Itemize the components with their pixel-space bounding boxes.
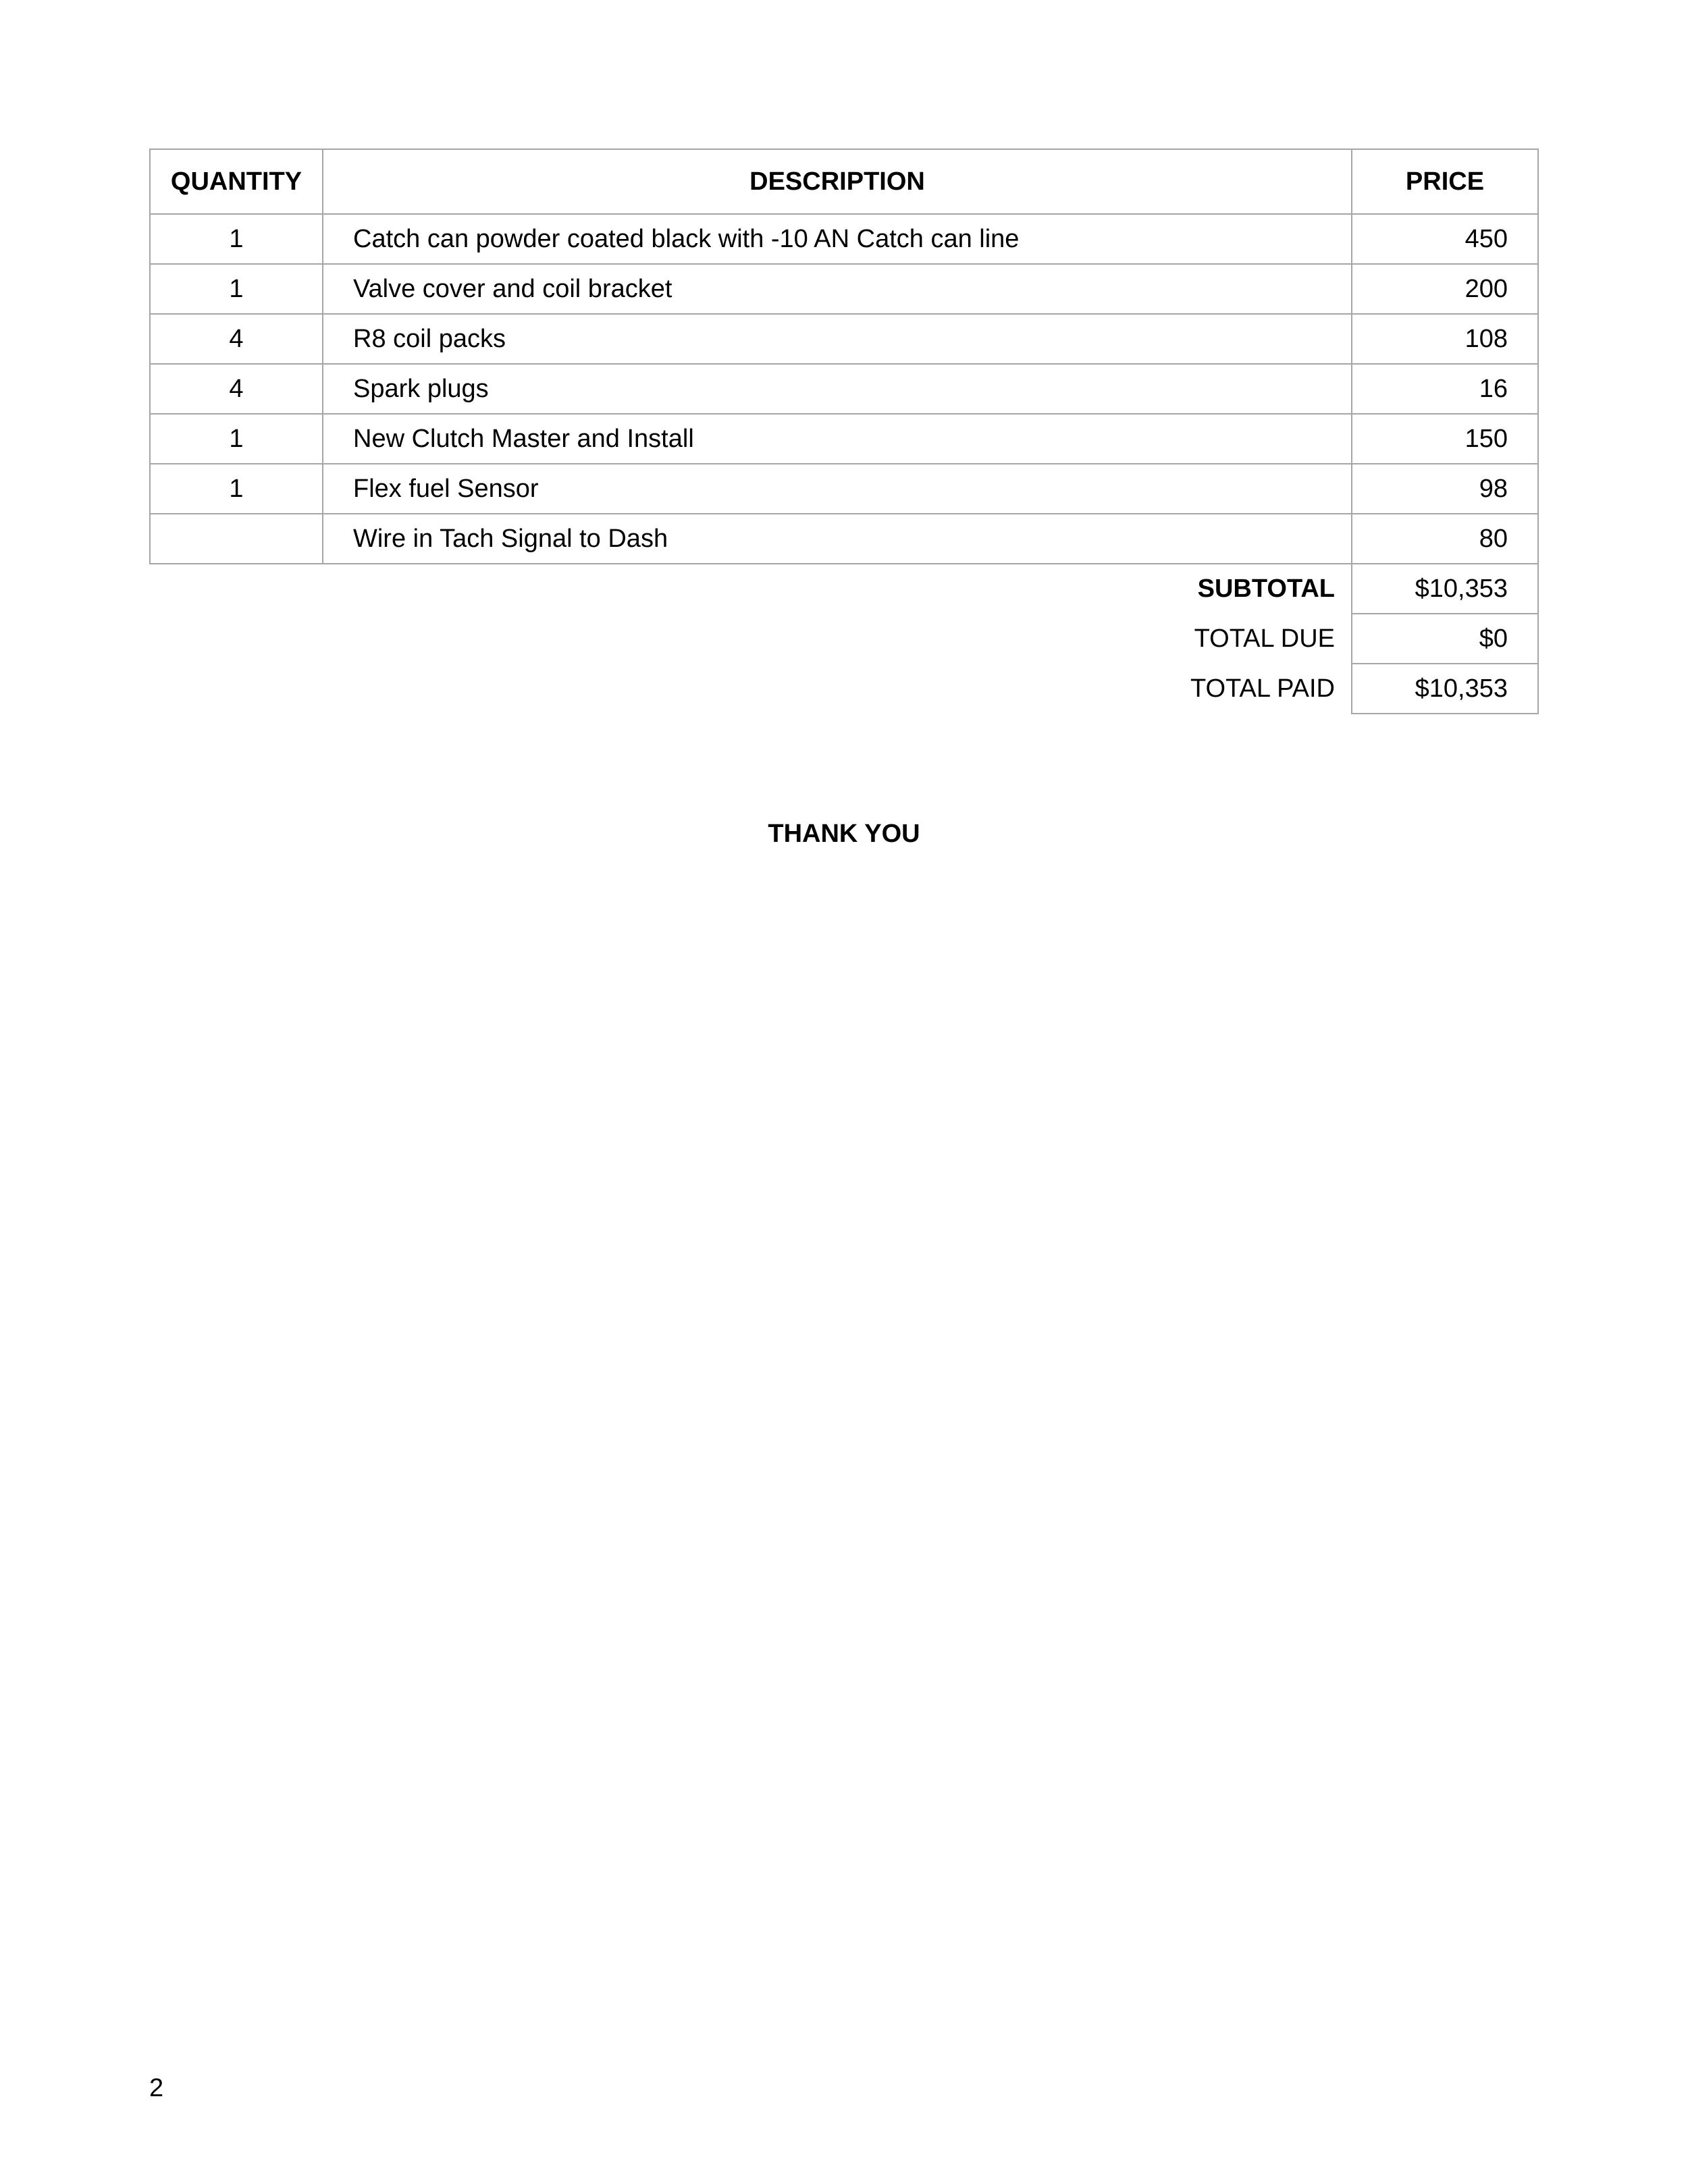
table-row <box>150 414 1538 464</box>
row-quantity: 1 <box>150 414 323 464</box>
header-price: PRICE <box>1352 149 1538 214</box>
row-description: Valve cover and coil bracket <box>323 264 1352 314</box>
table-row <box>150 364 1538 414</box>
row-description: Wire in Tach Signal to Dash <box>323 514 1352 564</box>
row-quantity: 4 <box>150 314 323 364</box>
table-row <box>150 514 1538 564</box>
row-price: 150 <box>1352 414 1538 464</box>
total-paid-value: $10,353 <box>1352 664 1538 714</box>
row-description: Catch can powder coated black with -10 AN Catch can line <box>323 214 1352 264</box>
row-price: 98 <box>1352 464 1538 514</box>
total-paid-row <box>150 664 1538 714</box>
total-paid-label: TOTAL PAID <box>1190 674 1335 703</box>
row-description: Flex fuel Sensor <box>323 464 1352 514</box>
subtotal-value: $10,353 <box>1352 564 1538 614</box>
table-row <box>150 464 1538 514</box>
total-due-label: TOTAL DUE <box>1194 624 1335 653</box>
header-description: DESCRIPTION <box>323 149 1352 214</box>
row-price: 200 <box>1352 264 1538 314</box>
row-quantity: 1 <box>150 464 323 514</box>
row-quantity: 1 <box>150 214 323 264</box>
row-quantity: 1 <box>150 264 323 314</box>
subtotal-label: SUBTOTAL <box>1197 575 1335 603</box>
thank-you-text: THANK YOU <box>768 820 920 848</box>
row-quantity: 4 <box>150 364 323 414</box>
row-description: New Clutch Master and Install <box>323 414 1352 464</box>
row-description: Spark plugs <box>323 364 1352 414</box>
table-row <box>150 264 1538 314</box>
row-price: 80 <box>1352 514 1538 564</box>
subtotal-row <box>150 564 1538 614</box>
row-price: 108 <box>1352 314 1538 364</box>
invoice-table <box>149 149 1539 714</box>
header-quantity: QUANTITY <box>150 149 323 214</box>
total-due-row <box>150 614 1538 664</box>
row-description: R8 coil packs <box>323 314 1352 364</box>
table-header-row <box>150 149 1538 214</box>
row-quantity <box>150 514 323 564</box>
row-price: 450 <box>1352 214 1538 264</box>
table-row <box>150 214 1538 264</box>
page-number: 2 <box>149 2074 164 2102</box>
row-price: 16 <box>1352 364 1538 414</box>
table-row <box>150 314 1538 364</box>
total-due-value: $0 <box>1352 614 1538 664</box>
